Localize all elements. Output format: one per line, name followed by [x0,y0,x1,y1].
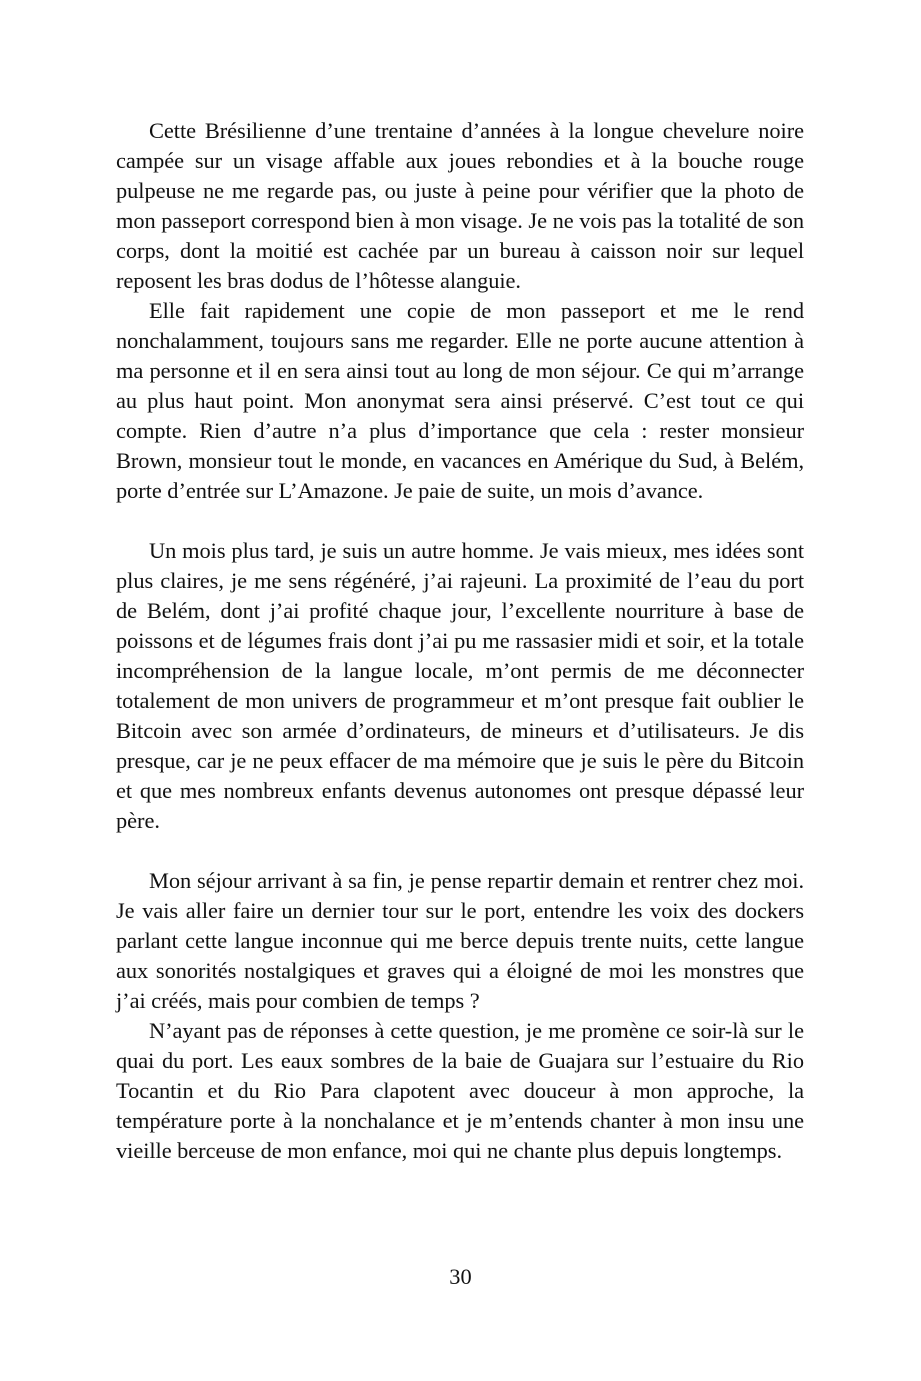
text-section-1 [116,116,804,506]
paragraph: Cette Brésilienne d’une trentaine d’années à la longue chevelure noire campée sur un visage affable aux joues rebondies et à la bouche rouge pulpeuse ne me regarde pas, ou juste à peine pour vérifier que la photo de mon passeport correspond bien à mon visage. Je ne vois pas la totalité de son corps, dont la moitié est cachée par un bureau à caisson noir sur lequel reposent les bras dodus de l’hôtesse alanguie. [116,118,804,293]
text-section-3 [116,866,804,1166]
text-section-2 [116,536,804,836]
paragraph: Elle fait rapidement une copie de mon passeport et me le rend nonchalamment, toujours sans me regarder. Elle ne porte aucune attention à ma personne et il en sera ainsi tout au long de mon séjour. Ce qui m’arrange au plus haut point. Mon anonymat sera ainsi préservé. C’est tout ce qui compte. Rien d’autre n’a plus d’importance que cela : rester monsieur Brown, monsieur tout le monde, en vacances en Amérique du Sud, à Belém, porte d’entrée sur L’Amazone. Je paie de suite, un mois d’avance. [116,298,804,503]
paragraph: N’ayant pas de réponses à cette question, je me promène ce soir-là sur le quai du port. Les eaux sombres de la baie de Guajara sur l’estuaire du Rio Tocantin et du Rio Para clapotent avec douceur à mon approche, la température porte à la nonchalance et je m’entends chanter à mon insu une vieille berceuse de mon enfance, moi qui ne chante plus depuis longtemps. [116,1018,804,1163]
paragraph: Un mois plus tard, je suis un autre homme. Je vais mieux, mes idées sont plus claires, je me sens régénéré, j’ai rajeuni. La proximité de l’eau du port de Belém, dont j’ai profité chaque jour, l’excellente nourriture à base de poissons et de légumes frais dont j’ai pu me rassasier midi et soir, et la totale incompréhension de la langue locale, m’ont permis de me déconnecter totalement de mon univers de programmeur et m’ont presque fait oublier le Bitcoin avec son armée d’ordinateurs, de mineurs et d’utilisateurs. Je dis presque, car je ne peux effacer de ma mémoire que je suis le père du Bitcoin et que mes nombreux enfants devenus autonomes ont presque dépassé leur père. [116,538,804,833]
page-number: 30 [449,1264,472,1289]
page-body [116,116,804,1166]
paragraph: Mon séjour arrivant à sa fin, je pense repartir demain et rentrer chez moi. Je vais aller faire un dernier tour sur le port, entendre les voix des dockers parlant cette langue inconnue qui me berce depuis trente nuits, cette langue aux sonorités nostalgiques et graves qui a éloigné de moi les monstres que j’ai créés, mais pour combien de temps ? [116,868,804,1013]
